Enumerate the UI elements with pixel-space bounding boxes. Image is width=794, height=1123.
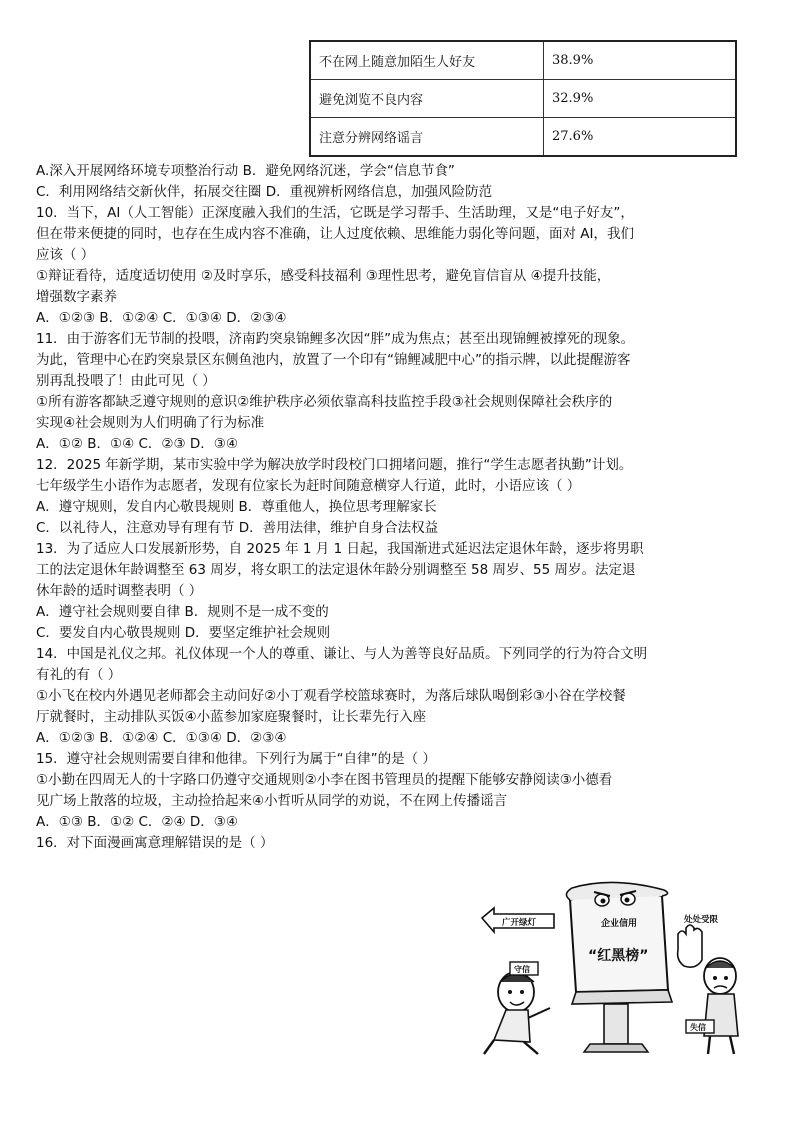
table-cell-pct: 32.9%	[544, 80, 737, 118]
q15-options: A．①③ B．①② C．②④ D．③④	[36, 814, 239, 830]
right-character	[686, 958, 738, 1054]
q12-options-cd: C．以礼待人，注意劝导有理有节 D．善用法律，维护自身合法权益	[36, 520, 439, 536]
questions-body	[36, 161, 761, 854]
survey-table-wrap	[309, 40, 737, 156]
q9-options-cd: C．利用网络结交新伙伴，拓展交往圈 D．重视辨析网络信息，加强风险防范	[36, 184, 493, 200]
q10-stem-line2: 但在带来便捷的同时，也存在生成内容不准确，让人过度依赖、思维能力弱化等问题，面对 AI，我们	[36, 226, 635, 242]
q13-stem-line1: 13．为了适应人口发展新形势，自 2025 年 1 月 1 日起，我国渐进式延迟法定退休年龄，逐步将男职	[36, 541, 644, 557]
table-cell-item: 避免浏览不良内容	[310, 80, 544, 118]
table-row	[310, 118, 736, 157]
q11-stem-line2: 为此，管理中心在趵突泉景区东侧鱼池内，放置了一个印有“锦鲤减肥中心”的指示牌，以此提醒游客	[36, 352, 631, 368]
q10-stem-line1: 10．当下，AI（人工智能）正深度融入我们的生活，它既是学习帮手、生活助理，又是“电子好友”，	[36, 205, 634, 221]
q11-statements-line1: ①所有游客都缺乏遵守规则的意识②维护秩序必须依靠高科技监控手段③社会规则保障社会秩序的	[36, 394, 613, 410]
q14-stem-line1: 14．中国是礼仪之邦。礼仪体现一个人的尊重、谦让、与人为善等良好品质。下列同学的行为符合文明	[36, 646, 648, 662]
table-cell-pct: 38.9%	[544, 41, 737, 80]
q12-stem-line2: 七年级学生小语作为志愿者，发现有位家长为赶时间随意横穿人行道，此时，小语应该（ ）	[36, 478, 581, 494]
q13-stem-line2: 工的法定退休年龄调整至 63 周岁，将女职工的法定退休年龄分别调整至 58 周岁、55 周岁。法定退	[36, 562, 636, 578]
q10-stem-line3: 应该（ ）	[36, 247, 95, 263]
q12-stem-line1: 12．2025 年新学期，某市实验中学为解决放学时段校门口拥堵问题，推行“学生志愿者执勤”计划。	[36, 457, 633, 473]
q10-statements-line2: 增强数字素养	[36, 289, 117, 305]
table-cell-item: 注意分辨网络谣言	[310, 118, 544, 157]
q11-statements-line2: 实现④社会规则为人们明确了行为标准	[36, 415, 265, 431]
q10-statements-line1: ①辩证看待，适度适切使用 ②及时享乐，感受科技福利 ③理性思考，避免盲信盲从 ④提升技能，	[36, 268, 611, 284]
stop-hand-icon	[678, 925, 702, 967]
table-cell-item: 不在网上随意加陌生人好友	[310, 41, 544, 80]
q14-options: A．①②③ B．①②④ C．①③④ D．②③④	[36, 730, 287, 746]
cartoon-left-tag-text: 守信	[514, 965, 530, 974]
cartoon-scroll-main-text: “红黑榜”	[588, 948, 649, 964]
q11-stem-line3: 别再乱投喂了！由此可见（ ）	[36, 373, 216, 389]
q9-options-ab: A.深入开展网络环境专项整治行动 B．避免网络沉迷，学会“信息节食”	[36, 163, 455, 179]
q13-options-cd: C．要发自内心敬畏规则 D．要坚定维护社会规则	[36, 625, 331, 641]
q10-options: A．①②③ B．①②④ C．①③④ D．②③④	[36, 310, 287, 326]
table-cell-pct: 27.6%	[544, 118, 737, 157]
q12-options-ab: A．遵守规则，发自内心敬畏规则 B．尊重他人，换位思考理解家长	[36, 499, 437, 515]
q14-statements-line1: ①小飞在校内外遇见老师都会主动问好②小丁观看学校篮球赛时，为落后球队喝倒彩③小谷在学校餐	[36, 688, 626, 704]
q13-stem-line3: 休年龄的适时调整表明（ ）	[36, 583, 203, 599]
cartoon-right-tag-text: 失信	[690, 1023, 706, 1032]
q16-stem-line1: 16．对下面漫画寓意理解错误的是（ ）	[36, 835, 274, 851]
q15-statements-line1: ①小勤在四周无人的十字路口仍遵守交通规则②小李在图书管理员的提醒下能够安静阅读③小德看	[36, 772, 613, 788]
cartoon-scroll-top-text: 企业信用	[601, 919, 638, 929]
cartoon-image	[472, 870, 754, 1056]
survey-table	[309, 40, 737, 157]
billboard	[566, 882, 672, 1052]
q15-stem-line1: 15．遵守社会规则需要自律和他律。下列行为属于“自律”的是（ ）	[36, 751, 436, 767]
q11-options: A．①② B．①④ C．②③ D．③④	[36, 436, 239, 452]
table-row	[310, 80, 736, 118]
cartoon-right-sign-text: 处处受限	[684, 915, 719, 925]
q14-statements-line2: 厅就餐时，主动排队买饭④小蓝参加家庭聚餐时，让长辈先行入座	[36, 709, 427, 725]
q14-stem-line2: 有礼的有（ ）	[36, 667, 122, 683]
cartoon-left-sign-text: 广开绿灯	[502, 918, 537, 928]
left-character	[484, 962, 550, 1054]
table-row	[310, 41, 736, 80]
q15-statements-line2: 见广场上散落的垃圾，主动捡拾起来④小哲听从同学的劝说，不在网上传播谣言	[36, 793, 508, 809]
q13-options-ab: A．遵守社会规则要自律 B．规则不是一成不变的	[36, 604, 329, 620]
q11-stem-line1: 11．由于游客们无节制的投喂，济南趵突泉锦鲤多次因“胖”成为焦点；甚至出现锦鲤被撑死的现象。	[36, 331, 635, 347]
